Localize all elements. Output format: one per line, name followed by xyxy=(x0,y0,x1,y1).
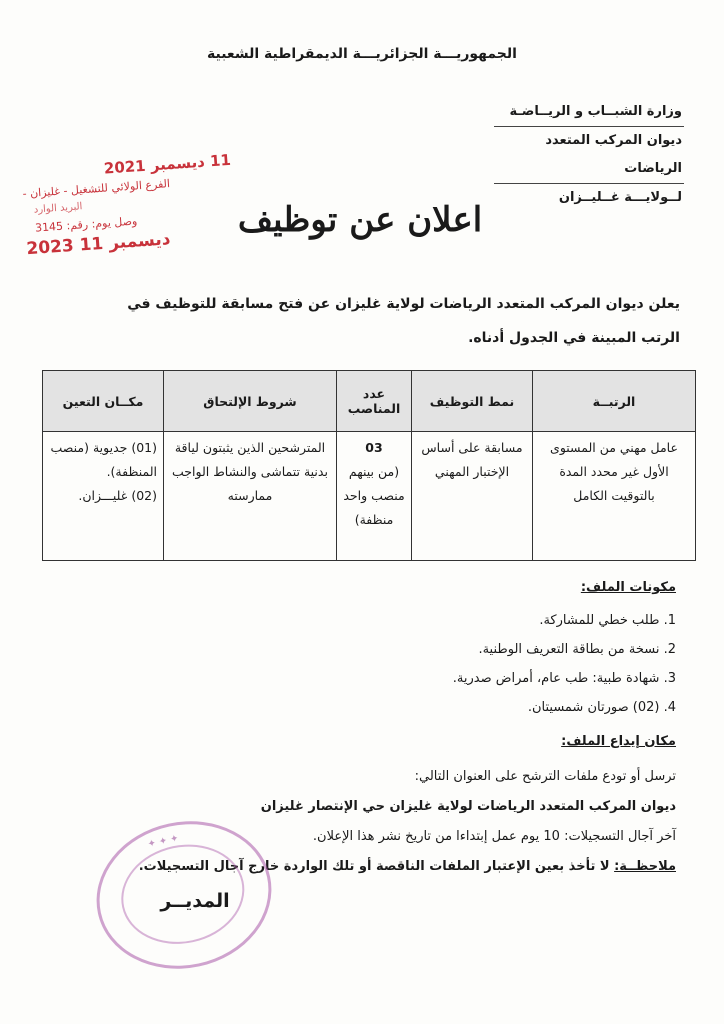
cell-conditions: المترشحين الذين يثبتون لياقة بدنية تتماشى والنشاط الواجب ممارسته xyxy=(164,432,337,561)
table-header-row xyxy=(43,371,696,432)
place-2: (02) غليـــزان. xyxy=(78,488,157,503)
stamp-mail-line: البريد الوارد xyxy=(33,201,83,216)
recruitment-table xyxy=(42,370,696,561)
stamp-number: 3145 xyxy=(34,219,64,235)
intro-paragraph: يعلن ديوان المركب المتعدد الرياضات لولاية غليزان عن فتح مسابقة للتوظيف في الرتب المبينة في الجدول أدناه. xyxy=(127,296,680,346)
header-count: عدد المناصب xyxy=(337,371,412,432)
header-place: مكــان التعين xyxy=(43,371,164,432)
header-mode: نمط التوظيف xyxy=(412,371,533,432)
cell-count xyxy=(337,432,412,561)
director-signature: المديــر xyxy=(160,890,230,912)
stamp-office-line: الفرع الولائي للتشغيل - غليزان - xyxy=(22,177,171,201)
table-row xyxy=(43,432,696,561)
ministry-block xyxy=(494,98,684,212)
cell-mode: مسابقة على أساس الإختبار المهني xyxy=(412,432,533,561)
deposit-line-1: ترسل أو تودع ملفات الترشح على العنوان التالي: xyxy=(414,769,676,784)
stamp-date: 2023 ديسمبر 11 xyxy=(25,229,172,260)
deadline-line: آخر آجال التسجيلات: 10 يوم عمل إبتداءا من تاريخ نشر هذا الإعلان. xyxy=(312,829,676,844)
count-note: (من بينهم منصب واحد منظفة) xyxy=(343,464,405,527)
cell-rank: عامل مهني من المستوى الأول غير محدد المدة بالتوقيت الكامل xyxy=(533,432,696,561)
province-line: لــولايـــة غــليــزان xyxy=(558,190,682,205)
cell-place xyxy=(43,432,164,561)
file-items xyxy=(176,606,676,722)
received-date: 11 ديسمبر 2021 xyxy=(103,150,232,178)
ministry-line: وزارة الشبــاب و الريــاضـة xyxy=(494,98,684,127)
header-rank: الرتبــة xyxy=(533,371,696,432)
place-1: (01) جديوية (منصب المنظفة). xyxy=(50,440,157,479)
stamp-number-label: رقم: xyxy=(66,217,89,233)
deposit-heading: مكان إيداع الملف: xyxy=(561,734,676,749)
list-item: 3. شهادة طبية: طب عام، أمراض صدرية. xyxy=(452,671,676,686)
list-item: 4. (02) صورتان شمسيتان. xyxy=(527,700,676,715)
note-label: ملاحظــة: xyxy=(614,859,676,874)
office-line: ديوان المركب المتعدد الرياضات xyxy=(494,127,684,184)
note-text: لا تأخذ بعين الإعتبار الملفات الناقصة أو تلك الواردة خارج آجال التسجيلات. xyxy=(138,859,610,874)
list-item: 2. نسخة من بطاقة التعريف الوطنية. xyxy=(478,642,676,657)
stamp-receipt-label: وصل يوم: xyxy=(91,214,138,231)
seal-text-top: ✦ ✦ ✦ xyxy=(146,833,180,851)
page-title: اعلان عن توظيف xyxy=(237,200,483,240)
count-value: 03 xyxy=(365,440,383,455)
list-item: 1. طلب خطي للمشاركة. xyxy=(539,613,676,628)
republic-header: الجمهوريـــة الجزائريـــة الديمقراطية الشعبية xyxy=(207,46,517,62)
header-conditions: شروط الإلتحاق xyxy=(164,371,337,432)
deposit-address: ديوان المركب المتعدد الرياضات لولاية غليزان حي الإنتصار غليزان xyxy=(260,799,676,814)
file-heading: مكونات الملف: xyxy=(580,580,676,595)
